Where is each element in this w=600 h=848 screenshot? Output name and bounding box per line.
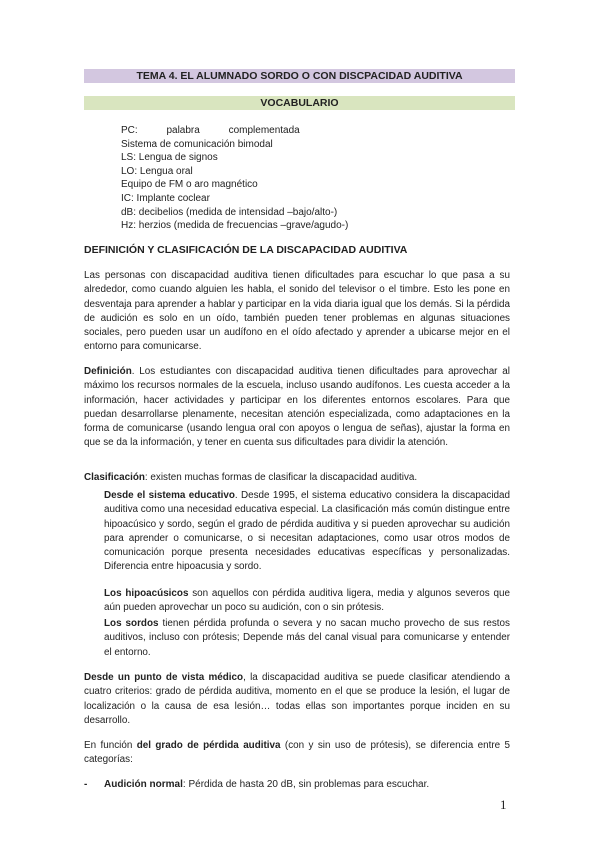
bullet-label: Audición normal [104, 779, 183, 790]
page-number: 1 [500, 797, 507, 812]
hipoacusicos-paragraph [104, 587, 510, 616]
medical-label: Desde un punto de vista médico [84, 672, 244, 683]
grade-post: (con y sin uso de prótesis), se diferencia entre 5 categorías: [84, 740, 510, 766]
hipoacusicos-text: son aquellos con pérdida auditiva ligera, media y algunos severos que aún pueden aprovechar un poco su audición, con o sin prótesis. [104, 588, 510, 614]
vocabulary-item: dB: decibelios (medida de intensidad –bajo/alto-) [121, 206, 338, 218]
classification-label: Clasificación [84, 472, 145, 483]
sordos-paragraph [104, 617, 510, 660]
grade-label: del grado de pérdida auditiva [136, 740, 281, 751]
vocabulary-heading: VOCABULARIO [84, 96, 515, 110]
vocabulary-item: LO: Lengua oral [121, 165, 193, 177]
vocabulary-item: Hz: herzios (medida de frecuencias –grave/agudo-) [121, 220, 349, 232]
bullet-text: : Pérdida de hasta 20 dB, sin problemas para escuchar. [182, 779, 430, 790]
grade-pre: En función [84, 740, 137, 751]
bullet-dash: - [84, 779, 88, 790]
vocabulary-list [121, 124, 501, 233]
grade-paragraph [84, 739, 510, 768]
educational-paragraph [104, 489, 510, 575]
educational-label: Desde el sistema educativo [104, 490, 235, 501]
vocabulary-item: LS: Lengua de signos [121, 152, 218, 164]
vocabulary-item: Sistema de comunicación bimodal [121, 138, 273, 150]
vocabulary-item: Equipo de FM o aro magnético [121, 179, 258, 191]
sordos-label: Los sordos [104, 618, 159, 629]
classification-paragraph [84, 471, 510, 485]
section-heading: DEFINICIÓN Y CLASIFICACIÓN DE LA DISCAPACIDAD AUDITIVA [84, 244, 408, 256]
medical-paragraph [84, 671, 510, 728]
list-item [84, 778, 429, 792]
definition-label: Definición [84, 366, 132, 377]
document-title: TEMA 4. EL ALUMNADO SORDO O CON DISCPACIDAD AUDITIVA [84, 69, 515, 83]
definition-text: . Los estudiantes con discapacidad auditiva tienen dificultades para aprovechar al máximo los recursos normales de la escuela, incluso usando audífonos. Les cuesta acceder a la información, hacer actividades y participar en los diferentes entornos escolares. Para que puedan desarrollarse plenamente, necesitan atención especializada, como adaptaciones en la forma de comunicarse (usando lengua oral con apoyos o lengua de señas), ajustar la forma en que se da la información, y tener en cuenta sus dificultades para dividir la atención. [84, 366, 510, 449]
hipoacusicos-label: Los hipoacúsicos [104, 588, 189, 599]
medical-text: , la discapacidad auditiva se puede clasificar atendiendo a cuatro criterios: grado de pérdida auditiva, momento en el que se produce la lesión, el lugar de localización o la causa de esa lesión… todas ellas son importantes porque inciden en su desarrollo. [84, 672, 510, 726]
vocabulary-item: IC: Implante coclear [121, 192, 210, 204]
intro-paragraph: Las personas con discapacidad auditiva tienen dificultades para escuchar lo que pasa a su alrededor, como cuando alguien les habla, el sonido del televisor o el timbre. Esto les pone en desventaja para aprender a hablar y participar en la vida diaria igual que los demás. Si la pérdida de audición es solo en un oído, también pueden tener problemas en algunas situaciones sociales, pero pueden usar un audífono en el oído afectado y aprender a ubicarse mejor en el entorno para comunicarse. [84, 270, 510, 353]
classification-text: : existen muchas formas de clasificar la discapacidad auditiva. [144, 472, 418, 483]
vocabulary-item: PC: palabra complementada [121, 125, 300, 136]
educational-text: . Desde 1995, el sistema educativo considera la discapacidad auditiva como una necesidad educativa especial. La clasificación más común distingue entre hipoacúsico y sordo, según el grado de pérdida auditiva y si pueden aprovechar su audición para aprender o comunicarse, o si necesitan adaptaciones, como usar otros modos de comunicación porque presenta necesidades educativas específicas y personalizadas. Diferencia entre hipoacusia y sordo. [104, 490, 510, 573]
definition-paragraph [84, 365, 510, 451]
sordos-text: tienen pérdida profunda o severa y no sacan mucho provecho de sus restos auditivos, incluso con prótesis; Depende más del canal visual para comunicarse y entender el entorno. [104, 618, 510, 658]
